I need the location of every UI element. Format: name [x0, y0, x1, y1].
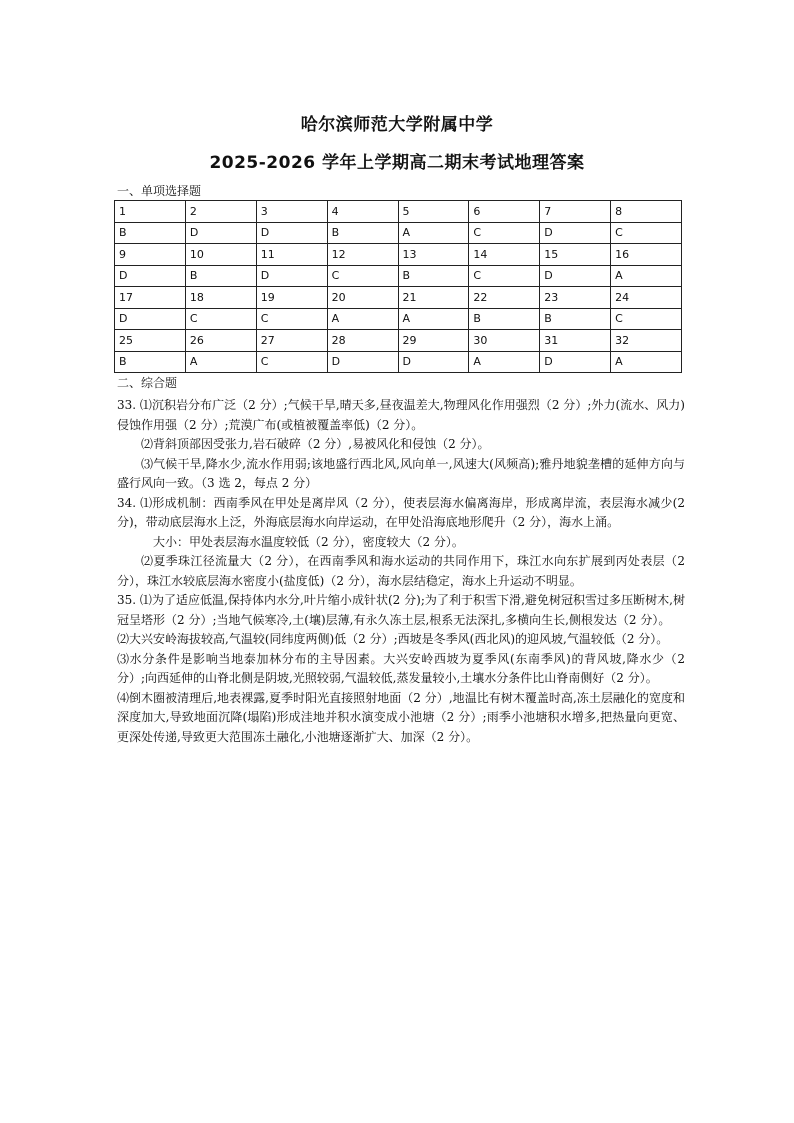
answer-cell: A [327, 308, 398, 330]
answer-cell: C [256, 351, 327, 373]
answer-cell: B [469, 308, 540, 330]
question-number-row [115, 244, 682, 266]
answer-35-3: ⑶水分条件是影响当地泰加林分布的主导因素。大兴安岭西坡为夏季风(东南季风)的背风坡,降水少（2 分）;向西延伸的山脊北侧是阴坡,光照较弱,气温较低,蒸发量较小,土壤水分条件比山脊南侧好（2 分）。 [117, 651, 685, 685]
question-number-cell: 12 [327, 244, 398, 266]
question-number-cell: 20 [327, 287, 398, 309]
answer-cell: B [327, 222, 398, 244]
question-number-cell: 7 [540, 201, 611, 223]
exam-title: 2025-2026 学年上学期高二期末考试地理答案 [209, 153, 585, 173]
answer-cell: C [185, 308, 256, 330]
question-number-cell: 14 [469, 244, 540, 266]
comprehensive-answers [117, 396, 685, 747]
question-number-row [115, 201, 682, 223]
question-number-cell: 18 [185, 287, 256, 309]
answer-33-3: ⑶气候干旱,降水少,流水作用弱;该地盛行西北风,风向单一,风速大(风频高);雅丹地貌垄槽的延伸方向与盛行风向一致。（3 选 2，每点 2 分） [117, 456, 685, 490]
question-number-cell: 28 [327, 330, 398, 352]
answer-34-1: 34. ⑴形成机制：西南季风在甲处是离岸风（2 分），使表层海水偏离海岸，形成离岸流，表层海水减少(2 分)，带动底层海水上泛，外海底层海水向岸运动，在甲处沿海底地形爬升（2 分），海水上涌。 [117, 495, 685, 529]
answer-35-4: ⑷倒木圈被清理后,地表裸露,夏季时阳光直接照射地面（2 分）,地温比有树木覆盖时高,冻土层融化的宽度和深度加大,导致地面沉降(塌陷)形成洼地并积水演变成小池塘（2 分）;雨季小池塘积水增多,把热量向更宽、更深处传递,导致更大范围冻土融化,小池塘逐渐扩大、加深（2 分）。 [117, 690, 685, 744]
answer-cell: C [256, 308, 327, 330]
answer-cell: A [611, 265, 682, 287]
answer-cell: B [185, 265, 256, 287]
answer-table [114, 200, 682, 373]
answer-cell: D [540, 265, 611, 287]
answer-cell: D [540, 351, 611, 373]
answer-key-row [115, 308, 682, 330]
answer-cell: C [469, 222, 540, 244]
answer-cell: D [540, 222, 611, 244]
question-number-cell: 15 [540, 244, 611, 266]
question-number-cell: 13 [398, 244, 469, 266]
answer-34-1-size: 大小：甲处表层海水温度较低（2 分），密度较大（2 分）。 [153, 534, 464, 549]
question-number-cell: 17 [115, 287, 186, 309]
answer-cell: B [398, 265, 469, 287]
answer-cell: A [398, 308, 469, 330]
answer-35-2: ⑵大兴安岭海拔较高,气温较(同纬度两侧)低（2 分）;西坡是冬季风(西北风)的迎风坡,气温较低（2 分）。 [117, 632, 669, 646]
question-number-cell: 5 [398, 201, 469, 223]
answer-key-row [115, 351, 682, 373]
answer-cell: A [185, 351, 256, 373]
question-number-row [115, 287, 682, 309]
answer-cell: D [256, 265, 327, 287]
question-number-cell: 25 [115, 330, 186, 352]
question-number-row [115, 330, 682, 352]
answer-cell: B [115, 222, 186, 244]
question-number-cell: 2 [185, 201, 256, 223]
question-number-cell: 22 [469, 287, 540, 309]
answer-cell: A [611, 351, 682, 373]
answer-cell: A [469, 351, 540, 373]
answer-33-1: 33. ⑴沉积岩分布广泛（2 分）;气候干旱,晴天多,昼夜温差大,物理风化作用强烈（2 分）;外力(流水、风力)侵蚀作用强（2 分）;荒漠广布(或植被覆盖率低)（2 分）。 [117, 398, 685, 432]
answer-cell: D [256, 222, 327, 244]
answer-35-1: 35. ⑴为了适应低温,保持体内水分,叶片缩小成针状(2 分);为了利于积雪下滑,避免树冠积雪过多压断树木,树冠呈塔形（2 分）;当地气候寒冷,土(壤)层薄,有永久冻土层,根系无法深扎,多横向生长,侧根发达（2 分）。 [117, 593, 685, 627]
question-number-cell: 9 [115, 244, 186, 266]
question-number-cell: 4 [327, 201, 398, 223]
question-number-cell: 24 [611, 287, 682, 309]
school-name: 哈尔滨师范大学附属中学 [300, 115, 494, 135]
section-1-heading: 一、单项选择题 [117, 184, 202, 198]
answer-cell: B [115, 351, 186, 373]
answer-cell: D [185, 222, 256, 244]
answer-cell: B [540, 308, 611, 330]
answer-cell: C [611, 222, 682, 244]
question-number-cell: 11 [256, 244, 327, 266]
question-number-cell: 23 [540, 287, 611, 309]
answer-34-2: ⑵夏季珠江径流量大（2 分），在西南季风和海水运动的共同作用下，珠江水向东扩展到丙处表层（2 分），珠江水较底层海水密度小(盐度低)（2 分），海水层结稳定，海水上升运动不明显。 [117, 554, 685, 588]
question-number-cell: 6 [469, 201, 540, 223]
question-number-cell: 10 [185, 244, 256, 266]
answer-cell: C [327, 265, 398, 287]
question-number-cell: 26 [185, 330, 256, 352]
answer-cell: A [398, 222, 469, 244]
answer-cell: D [398, 351, 469, 373]
answer-cell: D [115, 265, 186, 287]
question-number-cell: 21 [398, 287, 469, 309]
question-number-cell: 29 [398, 330, 469, 352]
question-number-cell: 1 [115, 201, 186, 223]
answer-cell: D [115, 308, 186, 330]
answer-cell: C [469, 265, 540, 287]
question-number-cell: 16 [611, 244, 682, 266]
question-number-cell: 27 [256, 330, 327, 352]
answer-33-2: ⑵背斜顶部因受张力,岩石破碎（2 分）,易被风化和侵蚀（2 分）。 [141, 437, 490, 451]
answer-cell: D [327, 351, 398, 373]
question-number-cell: 3 [256, 201, 327, 223]
question-number-cell: 30 [469, 330, 540, 352]
question-number-cell: 8 [611, 201, 682, 223]
answer-key-row [115, 222, 682, 244]
section-2-heading: 二、综合题 [117, 376, 178, 390]
question-number-cell: 32 [611, 330, 682, 352]
question-number-cell: 19 [256, 287, 327, 309]
question-number-cell: 31 [540, 330, 611, 352]
answer-cell: C [611, 308, 682, 330]
answer-key-row [115, 265, 682, 287]
